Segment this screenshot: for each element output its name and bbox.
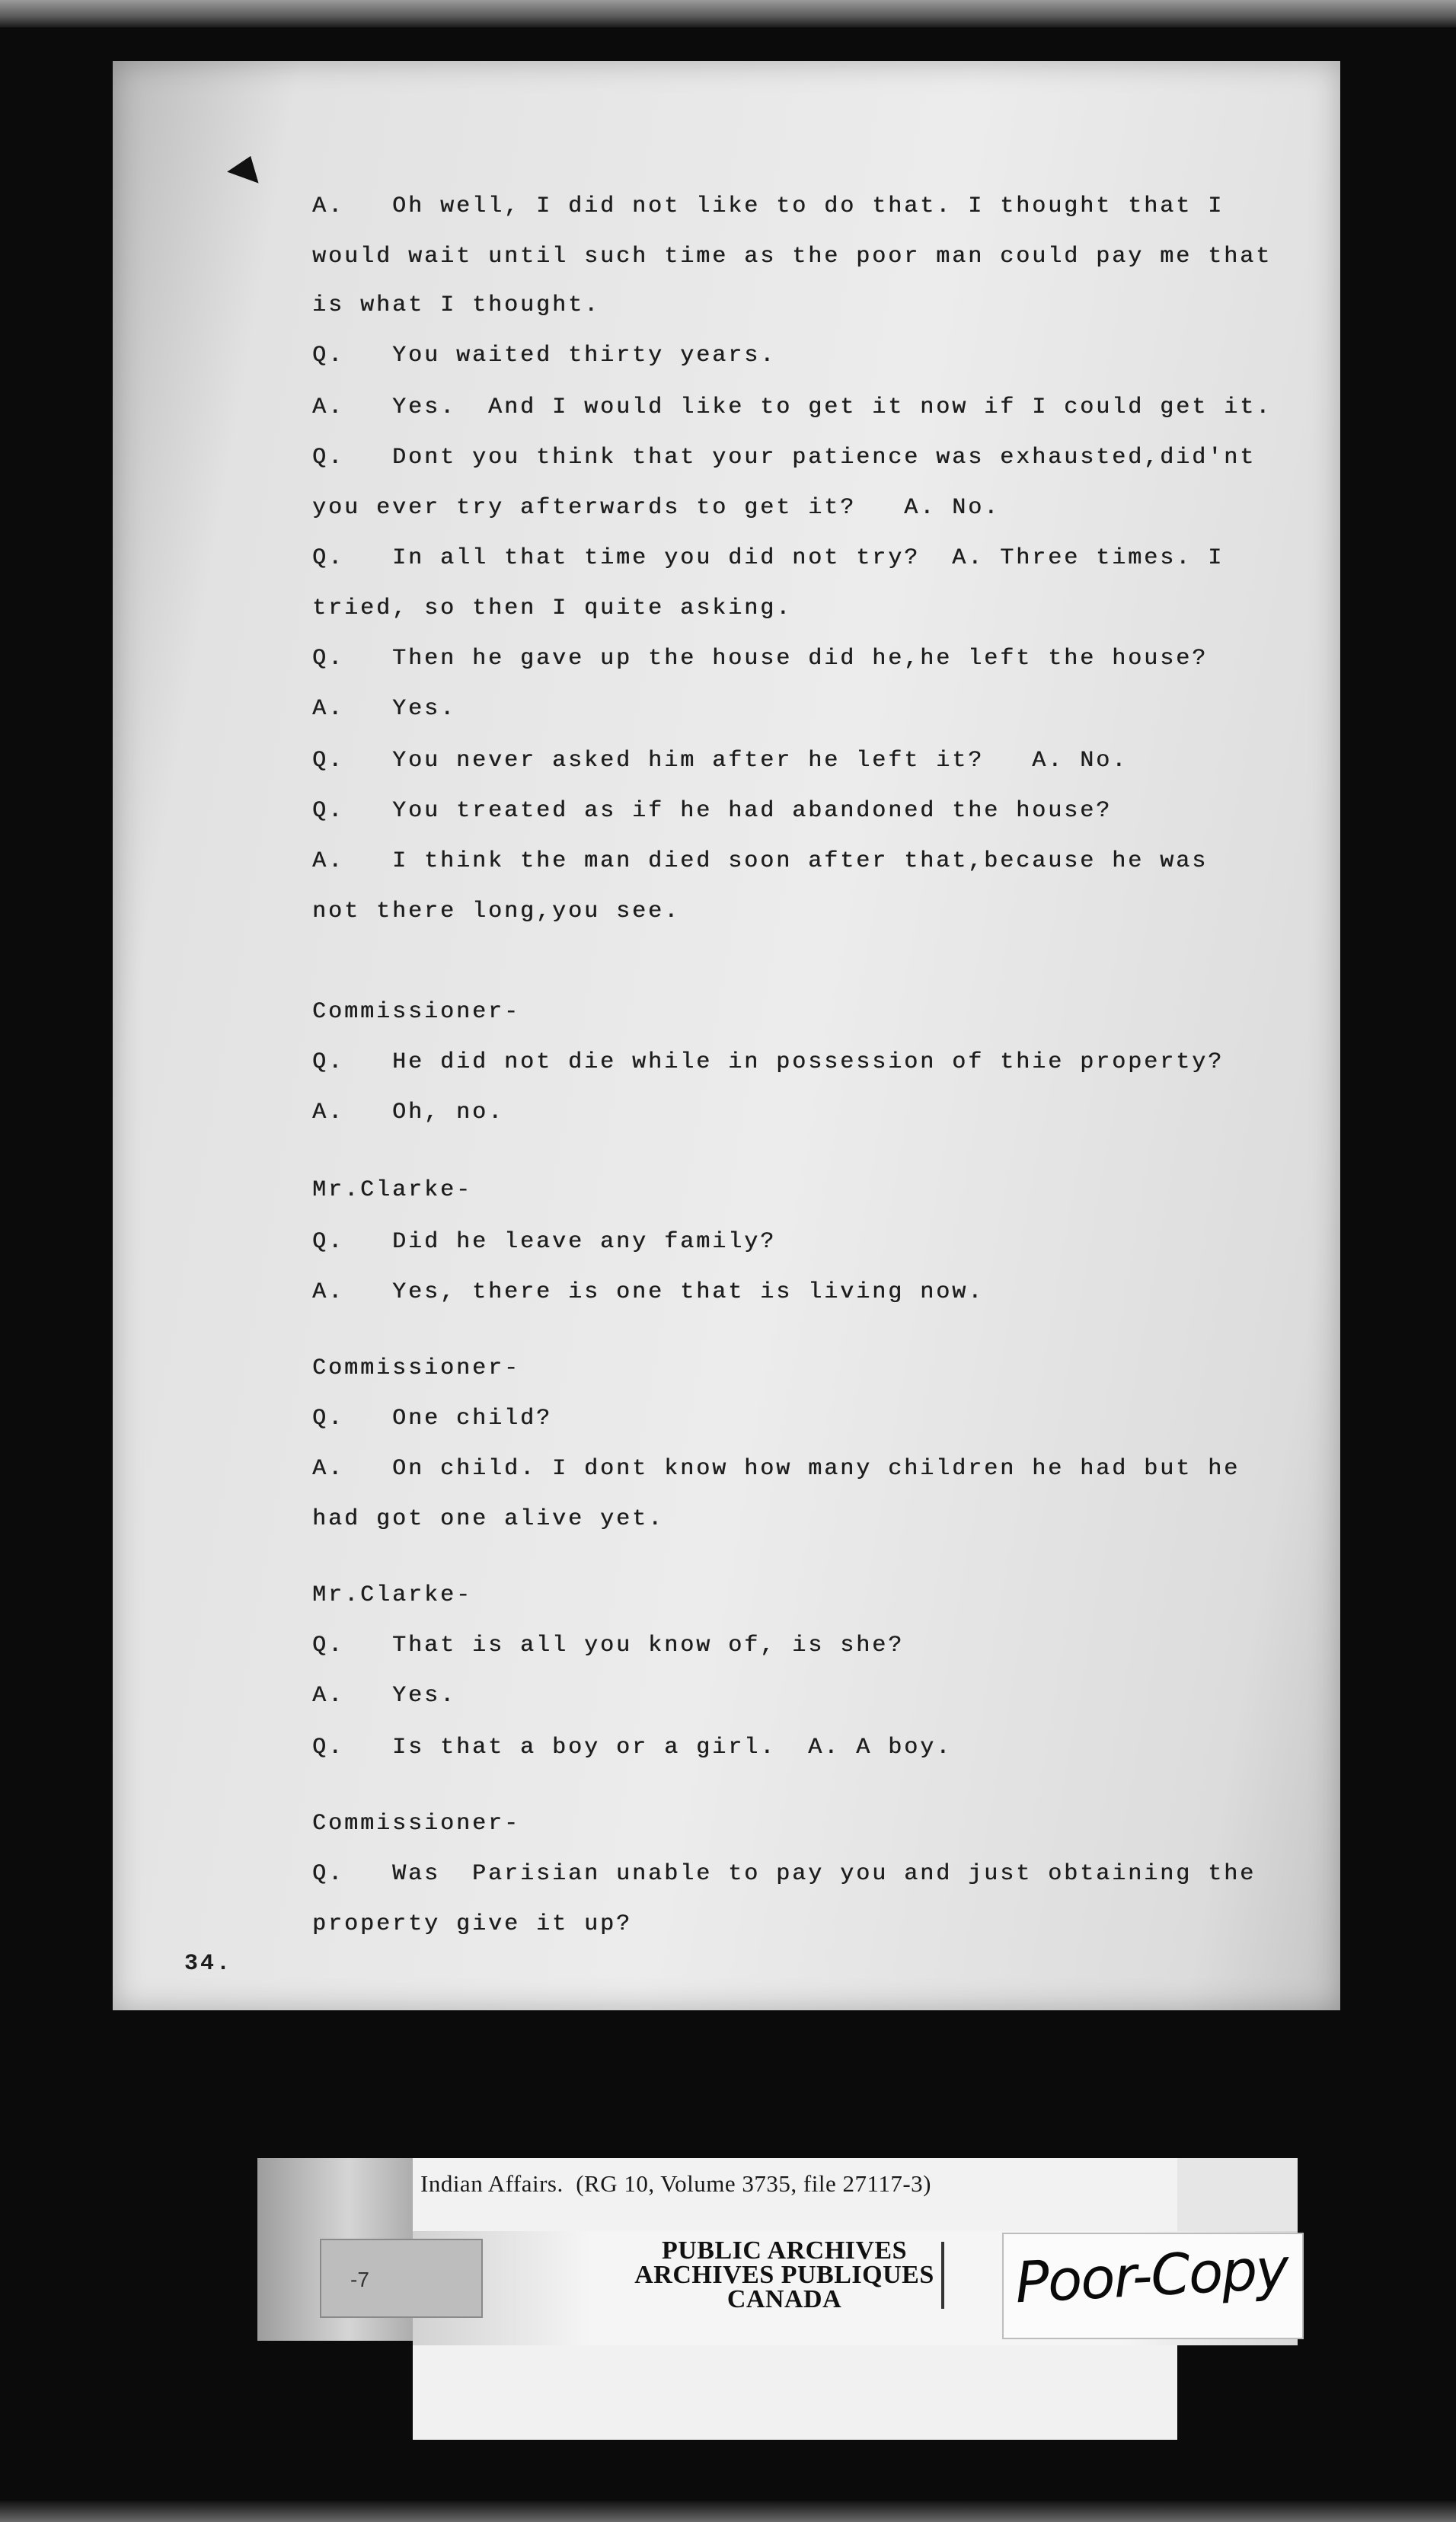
transcript-line: A. Yes. [312,696,457,722]
transcript-line: A. Oh, no. [312,1100,505,1125]
archive-citation: Indian Affairs. (RG 10, Volume 3735, file 27117-3) [420,2170,931,2197]
speaker-heading: Commissioner- [312,999,521,1025]
transcript-line: is what I thought. [312,292,601,318]
transcript-line: Q. That is all you know of, is she? [312,1633,905,1658]
archive-label-bottom [413,2345,1177,2440]
transcript-line: Q. You never asked him after he left it? A. No. [312,748,1129,774]
page-number: 34. [184,1951,233,1977]
transcript-line: Q. You waited thirty years. [312,343,777,369]
archive-stamp [579,2236,990,2313]
transcript-line: Q. He did not die while in possession of thie property? [312,1049,1225,1075]
poor-copy-note: Poor-Copy [1014,2236,1289,2316]
transcript-line: Q. Then he gave up the house did he,he left the house? [312,646,1209,672]
speaker-heading: Commissioner- [312,1811,521,1837]
transcript-line: tried, so then I quite asking. [312,595,793,621]
transcript-line: Q. You treated as if he had abandoned the house? [312,798,1113,824]
speaker-heading: Commissioner- [312,1355,521,1381]
transcript-line: A. On child. I dont know how many children he had but he [312,1456,1240,1482]
archive-label-edge [1177,2158,1298,2231]
stamp-divider [941,2242,944,2309]
transcript-line: you ever try afterwards to get it? A. No. [312,495,1001,521]
transcript-line: would wait until such time as the poor man could pay me that [312,244,1272,270]
speaker-heading: Mr.Clarke- [312,1177,473,1203]
film-edge-top [0,0,1456,27]
transcript-line: A. Yes, there is one that is living now. [312,1279,985,1305]
stamp-line-country: CANADA [726,2285,842,2313]
transcript-line: Q. In all that time you did not try? A. Three times. I [312,545,1225,571]
transcript-line: A. Yes. And I would like to get it now if I could get it. [312,394,1272,420]
transcript-line: Q. Was Parisian unable to pay you and just obtaining the [312,1861,1256,1887]
transcript-line: A. I think the man died soon after that,because he was [312,848,1209,874]
stamp-line-english: PUBLIC ARCHIVES [661,2236,908,2265]
transcript-line: A. Oh well, I did not like to do that. I thought that I [312,193,1225,219]
stamp-line-french: ARCHIVES PUBLIQUES [634,2261,934,2289]
transcript-line: Q. One child? [312,1406,553,1432]
transcript-line: property give it up? [312,1911,633,1937]
speaker-heading: Mr.Clarke- [312,1582,473,1608]
tape-piece [320,2239,483,2318]
transcript-line: had got one alive yet. [312,1506,665,1532]
transcript-line: not there long,you see. [312,899,681,924]
transcript-line: Q. Dont you think that your patience was exhausted,did'nt [312,445,1256,471]
tape-mark: -7 [350,2268,369,2291]
transcript-line: Q. Is that a boy or a girl. A. A boy. [312,1735,953,1761]
transcript-line: A. Yes. [312,1683,457,1709]
transcript-line: Q. Did he leave any family? [312,1229,777,1255]
film-edge-bottom [0,2501,1456,2522]
